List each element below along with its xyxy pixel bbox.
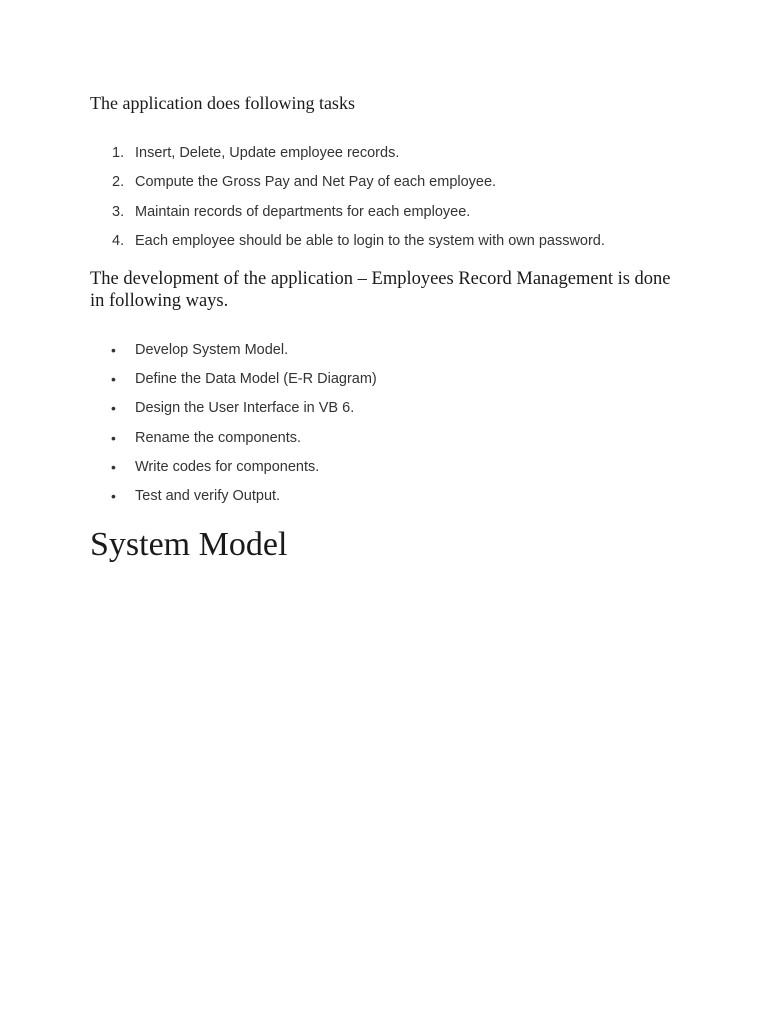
list-item [90,340,377,360]
bullet-icon: • [111,400,116,417]
steps-list [90,340,377,515]
list-item [90,202,605,222]
list-number: 1. [112,145,125,161]
list-item-text: Compute the Gross Pay and Net Pay of each employee. [135,174,497,191]
list-number: 3. [112,203,125,220]
list-item [90,486,377,506]
list-item-text: Rename the components. [135,429,302,446]
list-item [90,369,377,389]
list-item [90,428,377,448]
list-item [90,231,605,251]
list-item-text: Define the Data Model (E-R Diagram) [135,371,377,388]
development-paragraph: The development of the application – Employees Record Management is done in following ways. [90,269,671,311]
bullet-icon: • [111,487,116,504]
section-heading: System Model [90,526,288,563]
list-item-text: Write codes for components. [135,458,320,475]
intro-paragraph: The application does following tasks [90,93,355,113]
list-item [90,398,377,418]
list-number: 4. [112,232,125,249]
list-item [90,457,377,477]
list-item-text: Develop System Model. [135,342,289,358]
bullet-icon: • [111,458,116,475]
bullet-icon: • [111,429,116,446]
list-item [90,172,605,192]
bullet-icon: • [111,342,116,358]
list-item-text: Maintain records of departments for each employee. [135,203,471,220]
bullet-icon: • [111,371,116,388]
list-item-text: Each employee should be able to login to the system with own password. [135,232,605,249]
list-number: 2. [112,174,125,191]
list-item-text: Test and verify Output. [135,487,281,504]
list-item-text: Design the User Interface in VB 6. [135,400,355,417]
list-item [90,143,605,163]
list-item-text: Insert, Delete, Update employee records. [135,145,400,161]
tasks-list [90,143,605,260]
